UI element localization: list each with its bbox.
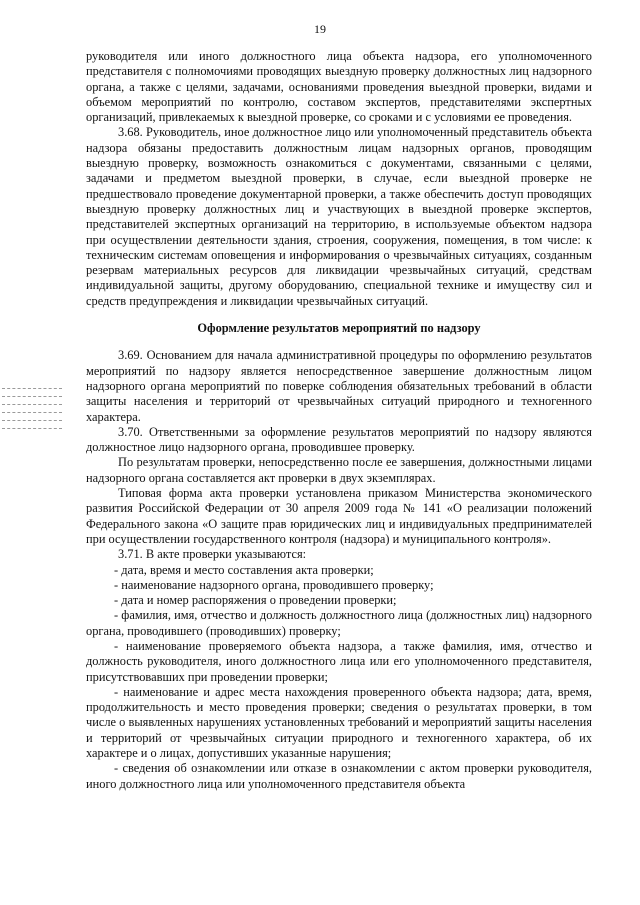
list-item: - наименование надзорного органа, проводившего проверку; [114,577,434,592]
margin-scan-marks [2,388,62,436]
paragraph: 3.69. Основанием для начала административной процедуры по оформлению результатов мероприятий по надзору является непосредственное завершение должностным лицом надзорного органа мероприятий по поверке соблюдения обязательных требований в области защиты населения и территорий от чрезвычайных ситуаций природного и техногенного характера. [86,348,592,424]
page-number: 19 [314,22,326,36]
paragraph: По результатам проверки, непосредственно после ее завершения, должностными лицами надзорного органа составляется акт проверки в двух экземплярах. [86,455,592,485]
margin-mark [2,412,62,415]
margin-mark [2,388,62,391]
paragraph-continuation: руководителя или иного должностного лица объекта надзора, его уполномоченного представителя с полномочиями проводящих выездную проверку должностных лиц надзорного органа, а также с целями, задачами, основаниями проведения выездной проверки, видами и объемом мероприятий по контролю, составом экспертов, представителями экспертных организаций, привлекаемых к выездной проверке, со сроками и с условиями ее проведения. [86,49,592,125]
document-body [86,49,592,792]
paragraph: 3.70. Ответственными за оформление результатов мероприятий по надзору являются должностное лицо надзорного органа, проводившее проверку. [86,424,592,455]
paragraph-3-68: 3.68. Руководитель, иное должностное лицо или уполномоченный представитель объекта надзора обязаны предоставить должностным лицам надзорных органов, проводящим выездную проверку, возможность ознакомиться с документами, связанными с целями, задачами и предметом выездной проверки, в случае, если выездной проверке не предшествовало проведение документарной проверки, а также обеспечить доступ проводящих выездную проверку должностных лиц и участвующих в выездной проверке экспертов, представителей экспертных организаций на территорию, в используемые объектом надзора при осуществлении деятельности здания, строения, сооружения, помещения, в том числе: к техническим системам оповещения и информирования о чрезвычайных ситуациях, созданным резервам материальных ресурсов для ликвидации чрезвычайных ситуаций, средствам индивидуальной защиты, другому оборудованию, специальной технике и имуществу сил и средств предупреждения и ликвидации чрезвычайных ситуаций. [86,125,592,308]
margin-mark [2,404,62,407]
list-item: - дата, время и место составления акта проверки; [114,562,374,577]
paragraph: Типовая форма акта проверки установлена приказом Министерства экономического развития Российской Федерации от 30 апреля 2009 года № 141 «О реализации положений Федерального закона «О защите прав юридических лиц и индивидуальных предпринимателей при осуществлении государственного контроля (надзора) и муниципального контроля». [86,486,592,546]
section-heading: Оформление результатов мероприятий по надзору [197,321,481,336]
paragraph: 3.71. В акте проверки указываются: [118,547,307,562]
margin-mark [2,428,62,431]
list-item: - дата и номер распоряжения о проведении проверки; [114,593,397,608]
results-section-body [86,348,592,792]
list-item: - наименование и адрес места нахождения проверенного объекта надзора; дата, время, продолжительность и место проведения проверки; сведения о результатах проверки, в том числе о выявленных нарушениях установленных требований и мероприятий защиты населения и территорий от чрезвычайных ситуации природного и техногенного характера, об их характере и о лицах, допустивших указанные нарушения; [86,684,592,761]
list-item: - наименование проверяемого объекта надзора, а также фамилия, имя, отчество и должность руководителя, иного должностного лица или его уполномоченного представителя, присутствовавших при проведении проверки; [86,638,592,684]
margin-mark [2,396,62,399]
list-item: - сведения об ознакомлении или отказе в ознакомлении с актом проверки руководителя, иного должностного лица или уполномоченного представителя объекта [86,761,592,791]
list-item: - фамилия, имя, отчество и должность должностного лица (должностных лиц) надзорного органа, проводившего (проводивших) проверку; [86,608,592,638]
margin-mark [2,420,62,423]
